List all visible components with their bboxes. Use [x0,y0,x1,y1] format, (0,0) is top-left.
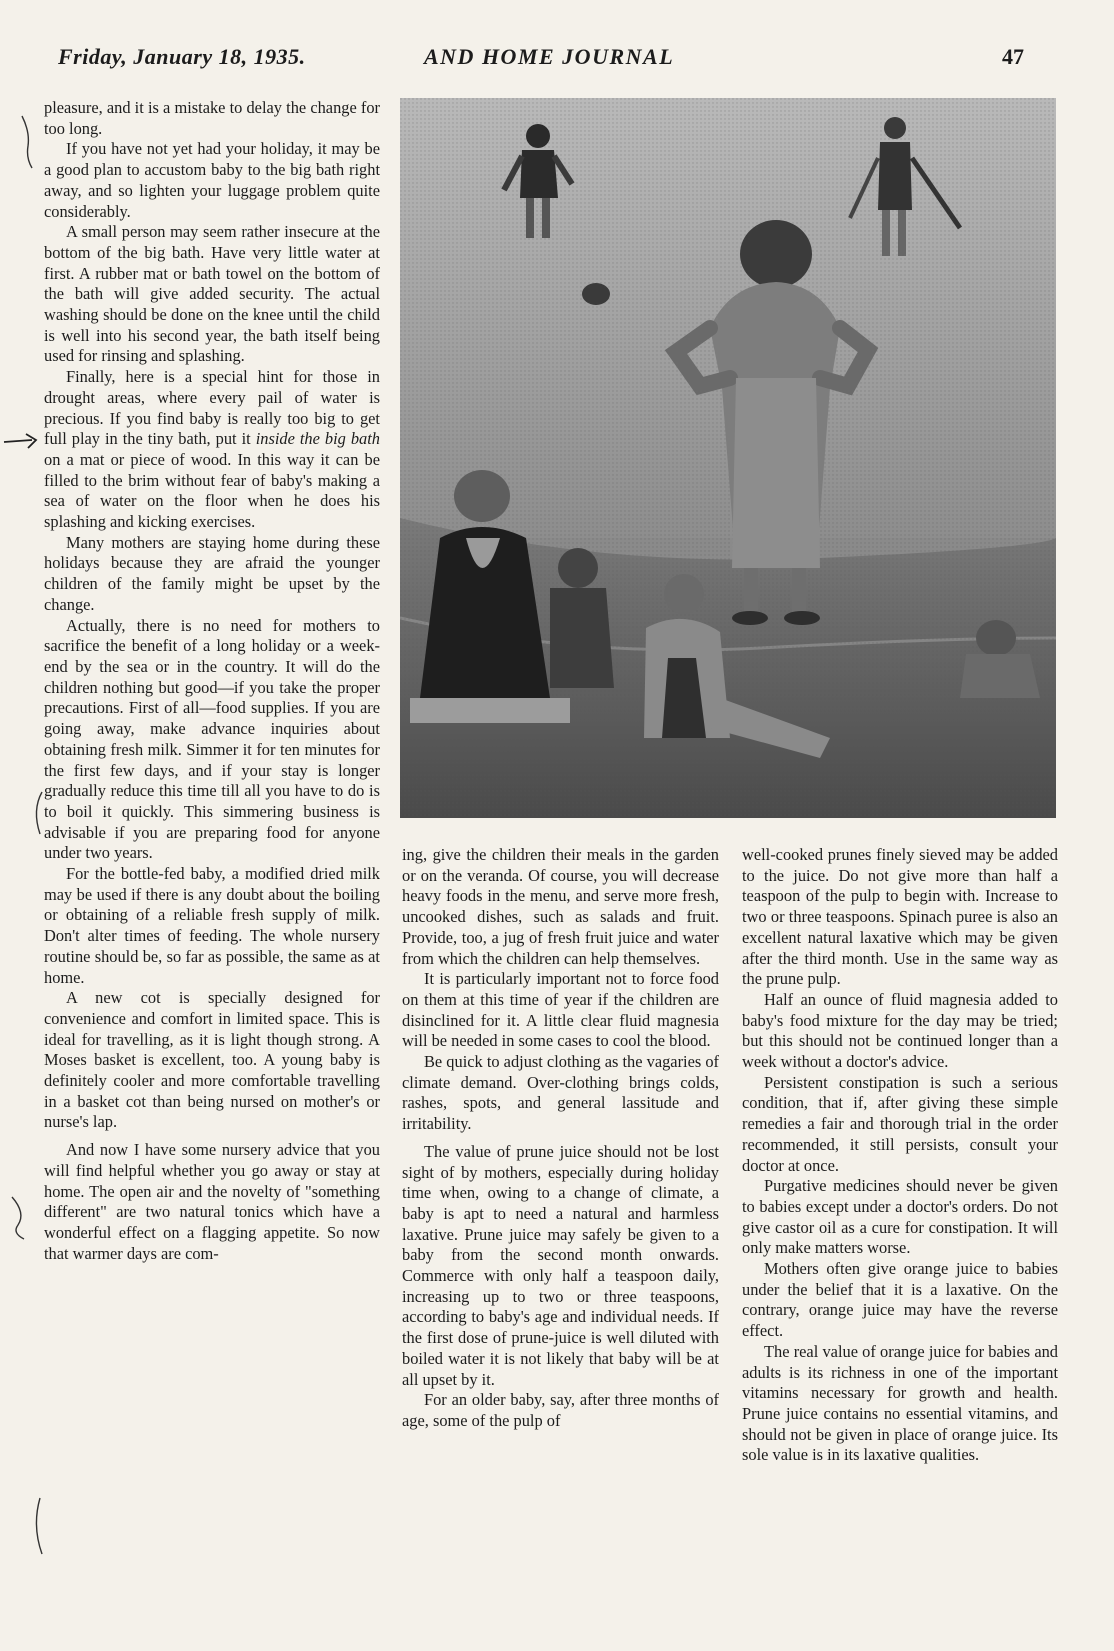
paragraph: Persistent constipation is such a serious condition, that if, after giving these simple remedies a fair and thorough trial in the order recommended, it still persists, consult your doctor at once. [742,1072,1058,1175]
swimmer-head [582,283,610,305]
paragraph: A small person may seem rather insecure at the bottom of the big bath. Have very little water at first. A rubber mat or bath towel on the bottom of the bath will give added security. The actual washing should be done on the knee until the child is well into his second year, the bath itself being used for rinsing and splashing. [44,222,380,366]
paragraph: And now I have some nursery advice that you will find helpful whether you go away or stay at home. The open air and the novelty of "something different" are two natural tonics which have a wonderful effect on a flagging appetite. So now that warmer days are com- [44,1140,380,1263]
paragraph: Many mothers are staying home during these holidays because they are afraid the younger children of the family might be upset by the change. [44,532,380,614]
margin-bracket-mark [26,790,48,836]
journal-title: AND HOME JOURNAL [424,44,675,69]
paragraph: The value of prune juice should not be lost sight of by mothers, especially during holiday time when, owing to a change of climate, a baby is apt to need a natural and harmless laxative. Prune juice may safely be given to a baby from the second month onwards. Commerce with only half a teaspoon daily, increasing up to two or three teaspoons, according to baby's age and individual needs. If the first dose of prune-juice is well diluted with boiled water it is not likely that baby will be at all upset by it. [402,1141,719,1389]
article-column-1 [44,98,380,1264]
paragraph: If you have not yet had your holiday, it may be a good plan to accustom baby to the big bath right away, and so lighten your luggage problem quite considerably. [44,139,380,221]
paragraph [44,367,380,533]
margin-bracket-mark [4,1195,34,1241]
issue-date: Friday, January 18, 1935. [58,44,306,69]
paragraph: The real value of orange juice for babies and adults is its richness in one of the important vitamins necessary for growth and health. Prune juice contains no essential vitamins, and should not be given in place of orange juice. Its sole value is in its laxative qualities. [742,1341,1058,1465]
page-number: 47 [1002,44,1024,69]
italic-phrase: inside the big bath [255,429,380,449]
article-column-2 [402,845,719,1432]
paragraph: well-cooked prunes finely sieved may be added to the juice. Do not give more than half a teaspoon of the pulp to begin with. Increase to two or three teaspoons. Spinach puree is also an excellent natural laxative which may be given after the third month. Use in the same way as the prune pulp. [742,845,1058,989]
running-header [0,44,1114,78]
paragraph: pleasure, and it is a mistake to delay the change for too long. [44,98,380,138]
paragraph: For an older baby, say, after three months of age, some of the pulp of [402,1390,719,1430]
article-column-3 [742,845,1058,1466]
paragraph: It is particularly important not to force food on them at this time of year if the children are disinclined for it. A little clear fluid magnesia will be needed in some cases to cool the blood. [402,969,719,1051]
text-run: on a mat or piece of wood. In this way it can be filled to the brim without fear of baby's making a sea of water on the floor when he does his splashing and kicking exercises. [44,449,380,532]
paragraph: ing, give the children their meals in the garden or on the veranda. Of course, you will decrease heavy foods in the menu, and serve more fresh, uncooked dishes, such as salads and fruit. Provide, too, a jug of fresh fruit juice and water from which the children can help themselves. [402,845,719,968]
margin-bracket-mark [30,1496,50,1556]
paragraph: Be quick to adjust clothing as the vagaries of climate demand. Over-clothing brings colds, rashes, spots, and general lassitude and irritability. [402,1052,719,1134]
margin-bracket-mark [8,112,48,172]
text-run: Finally, here is a special hint for those in drought areas, where every pail of water is precious. If you find baby is really too big to get full play in the tiny bath, put it [44,367,380,449]
paragraph: Purgative medicines should never be given to babies except under a doctor's orders. Do not give castor oil as a cure for constipation. It will only make matters worse. [742,1176,1058,1258]
paragraph: Mothers often give orange juice to babies under the belief that it is a laxative. On the contrary, orange juice may have the reverse effect. [742,1259,1058,1341]
paragraph: Actually, there is no need for mothers to sacrifice the benefit of a long holiday or a week-end by the sea or in the country. It will do the children nothing but good—if you take the proper precautions. First of all—food supplies. If you are going away, make advance inquiries about obtaining fresh milk. Simmer it for ten minutes for the first few days, and if your stay is longer gradually reduce this time till all you have to do is to boil it quickly. This simmering business is advisable if you are preparing food for anyone under two years. [44,615,380,863]
paragraph: Half an ounce of fluid magnesia added to baby's food mixture for the day may be tried; but this should not be continued longer than a week without a doctor's advice. [742,989,1058,1072]
paragraph: A new cot is specially designed for convenience and comfort in limited space. This is ideal for travelling, as it is light though strong. A Moses basket is excellent, too. A young baby is definitely cooler and more comfortable travelling in a basket cot than being nursed on mother's or nurse's lap. [44,988,380,1132]
beach-scene-photo [400,98,1056,818]
paragraph: For the bottle-fed baby, a modified dried milk may be used if there is any doubt about the boiling or obtaining of a reliable fresh supply of milk. Don't alter times of feeding. The whole nursery routine should be, so far as possible, the same as at home. [44,864,380,987]
beach-photo-illustration [400,98,1056,818]
margin-arrow-mark [2,430,46,452]
